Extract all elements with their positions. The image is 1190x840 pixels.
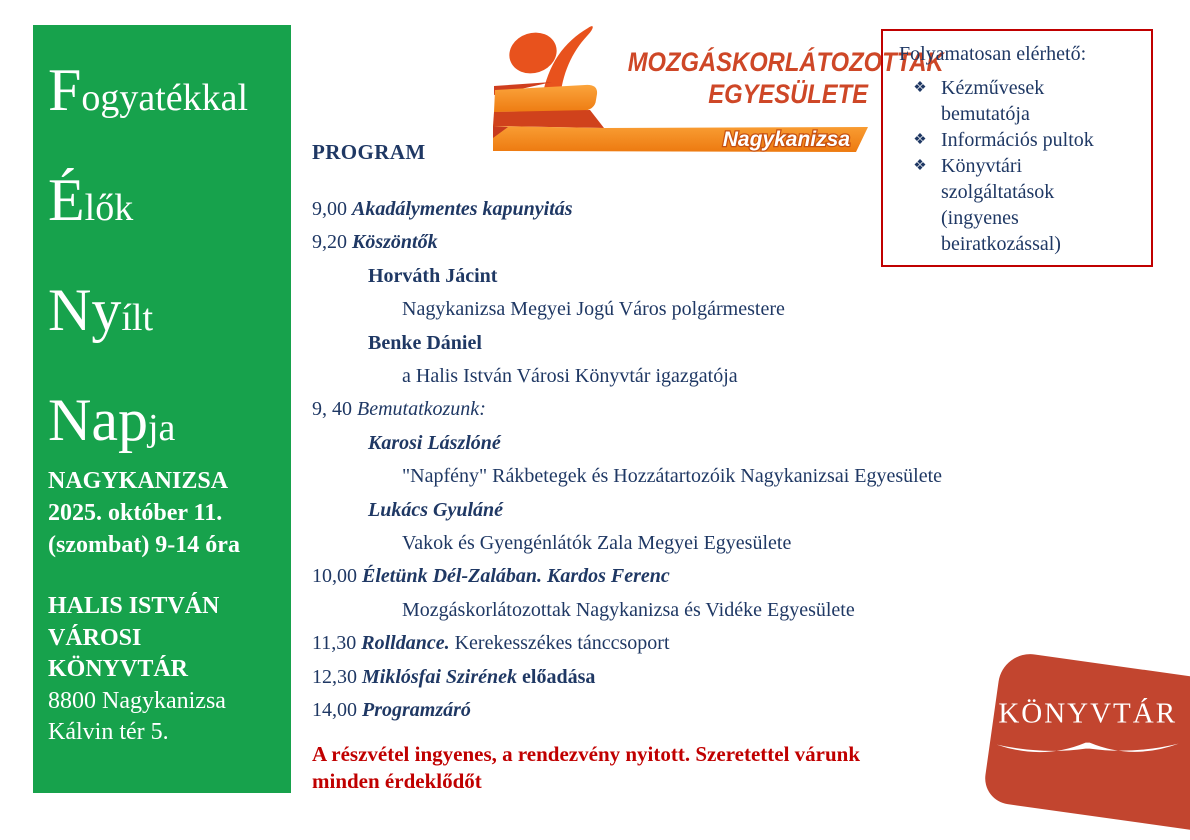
- program-line-text: Programzáró: [362, 699, 471, 722]
- program-line: [312, 360, 1102, 393]
- info-item-text: Kézművesek bemutatója: [941, 77, 1045, 125]
- library-logo-inner: [993, 697, 1183, 764]
- venue-line: VÁROSI: [48, 624, 142, 651]
- program-line-text: előadása: [522, 665, 596, 688]
- program-line-text: Köszöntők: [352, 231, 438, 254]
- diamond-bullet-icon: ❖: [913, 132, 927, 148]
- program-line: [312, 661, 1102, 694]
- program-line-text: 10,00: [312, 565, 362, 588]
- footer-note: A részvétel ingyenes, a rendezvény nyitott. Szeretettel várunk minden érdeklődőt: [312, 742, 861, 793]
- sidebar-title-line: [48, 153, 288, 263]
- library-logo-label: KÖNYVTÁR: [998, 697, 1178, 730]
- program-line: [312, 393, 1102, 426]
- event-date-line: 2025. október 11.: [48, 500, 223, 526]
- info-box-title: Folyamatosan elérhető:: [899, 43, 1087, 65]
- city-banner-label: Nagykanizsa: [722, 128, 850, 151]
- venue-line: KÖNYVTÁR: [48, 656, 189, 682]
- program-line-text: Akadálymentes kapunyitás: [352, 198, 573, 220]
- sidebar-title-line: [48, 263, 288, 373]
- event-date-block: [48, 465, 286, 561]
- program-line: [312, 427, 1102, 460]
- program-line-text: Bemutatkozunk:: [357, 398, 486, 421]
- program-line-text: Vakok és Gyengénlátók Zala Megyei Egyesülete: [402, 532, 792, 555]
- program-line: [312, 327, 1102, 360]
- title-small-text: lők: [84, 187, 134, 229]
- association-name: [627, 46, 944, 110]
- title-small-text: ja: [147, 407, 176, 449]
- program-line-text: 9,00: [312, 198, 352, 220]
- diamond-bullet-icon: ❖: [913, 80, 927, 96]
- program-line: [312, 594, 1102, 627]
- program-line: [312, 226, 1102, 259]
- venue-line: HALIS ISTVÁN: [48, 593, 220, 619]
- program-line-text: 11,30: [312, 632, 362, 655]
- program-line: [312, 627, 1102, 660]
- left-panel: [33, 25, 291, 793]
- program-line-text: 14,00: [312, 699, 362, 722]
- program-heading: PROGRAM: [312, 140, 426, 164]
- title-big-text: F: [48, 57, 82, 123]
- venue-line: 8800 Nagykanizsa: [48, 687, 226, 714]
- event-date-line: NAGYKANIZSA: [48, 468, 229, 494]
- program-line: [312, 293, 1102, 326]
- program-line-text: "Napfény" Rákbetegek és Hozzátartozóik Nagykanizsai Egyesülete: [402, 465, 942, 488]
- title-small-text: ílt: [121, 297, 154, 339]
- diamond-bullet-icon: ❖: [913, 158, 927, 174]
- program-line: [312, 193, 1102, 226]
- ribbon-fold-middle: [493, 110, 604, 128]
- association-name-line2: EGYESÜLETE: [708, 79, 868, 109]
- venue-line: Kálvin tér 5.: [48, 719, 169, 745]
- program-line: [312, 694, 1102, 727]
- program-line-text: Horváth Jácint: [368, 264, 498, 287]
- venue-block: [48, 591, 286, 749]
- program-line-text: a Halis István Városi Könyvtár igazgatója: [402, 365, 738, 388]
- program-line: [312, 560, 1102, 593]
- title-small-text: ogyatékkal: [81, 77, 249, 119]
- title-big-text: É: [48, 167, 85, 233]
- info-item-text: Könyvtári szolgáltatások (ingyenes beiratkozással): [941, 155, 1061, 255]
- program-line: [312, 460, 1102, 493]
- title-big-text: Nap: [48, 387, 148, 453]
- association-name-line1: MOZGÁSKORLÁTOZOTTAK: [627, 47, 944, 77]
- sidebar-title-line: [48, 43, 288, 153]
- program-line-text: Mozgáskorlátozottak Nagykanizsa és Vidéke Egyesülete: [402, 598, 855, 621]
- title-big-text: Ny: [48, 277, 122, 343]
- info-item-text: Információs pultok: [941, 129, 1094, 151]
- program-line-text: Benke Dániel: [368, 331, 482, 354]
- program-section: [312, 140, 1102, 728]
- program-line-text: 9,20: [312, 231, 352, 254]
- program-line-text: 12,30: [312, 665, 362, 688]
- event-date-line: (szombat) 9-14 óra: [48, 532, 240, 558]
- program-line: [312, 494, 1102, 527]
- program-list: [312, 193, 1102, 728]
- program-line-text: Életünk Dél-Zalában. Kardos Ferenc: [362, 565, 670, 588]
- library-logo: [982, 650, 1190, 839]
- program-line-text: Rolldance.: [361, 632, 450, 655]
- open-book-icon: [993, 731, 1183, 759]
- program-line: [312, 260, 1102, 293]
- sidebar-title: [48, 43, 288, 483]
- program-line-text: Nagykanizsa Megyei Jogú Város polgármestere: [402, 298, 785, 321]
- program-line-text: Lukács Gyuláné: [368, 498, 503, 521]
- program-line: [312, 527, 1102, 560]
- program-line-text: 9, 40: [312, 398, 357, 421]
- program-line-text: Miklósfai Szirének: [362, 665, 518, 688]
- program-line-text: Karosi Lászlóné: [368, 431, 501, 454]
- program-line-text: Kerekesszékes tánccsoport: [449, 632, 670, 655]
- info-list-item: [899, 75, 1143, 127]
